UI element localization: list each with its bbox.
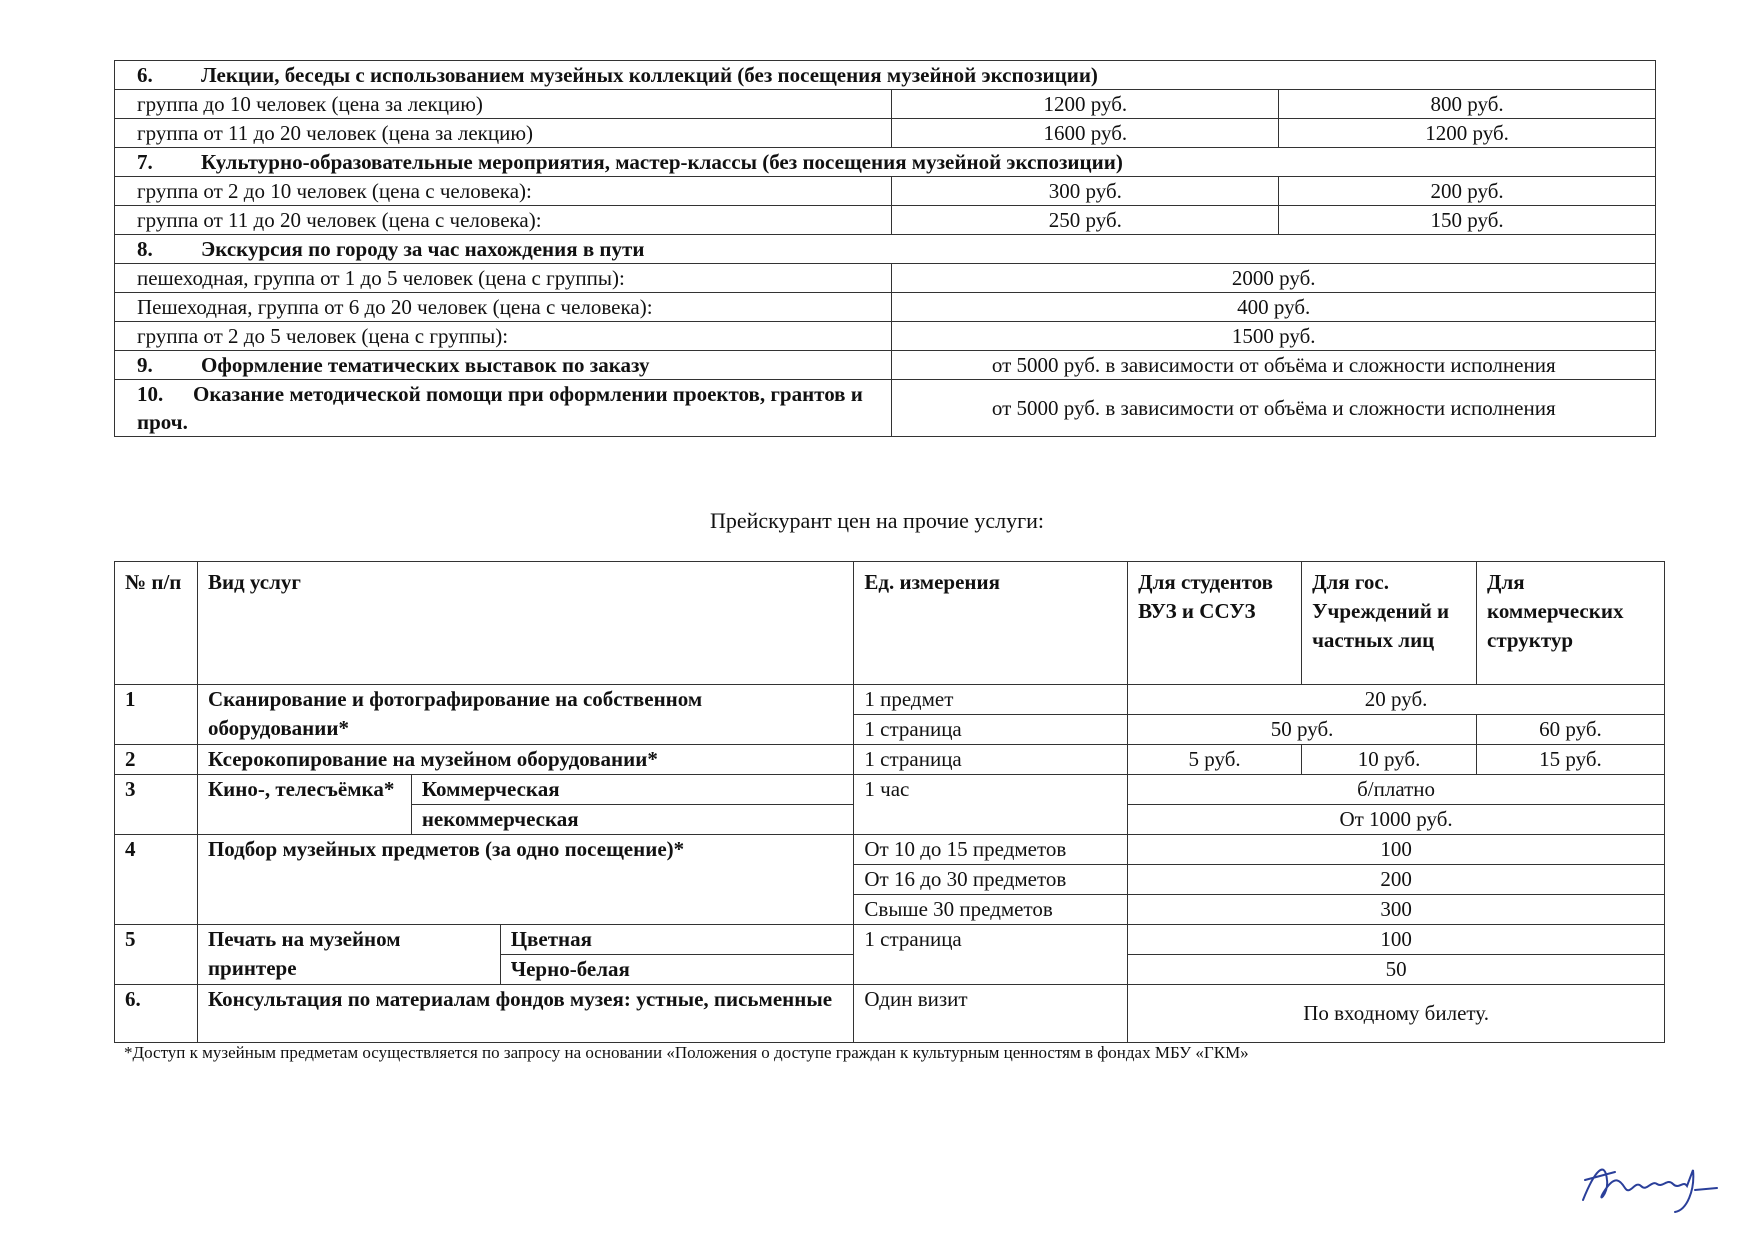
price-cell: 20 руб. (1128, 685, 1665, 715)
header-commercial: Для коммерческих структур (1477, 562, 1665, 685)
table-row (115, 119, 1656, 148)
unit-cell: От 10 до 15 предметов (854, 835, 1128, 865)
table-row (115, 61, 1656, 90)
header-students: Для студентов ВУЗ и ССУЗ (1128, 562, 1302, 685)
sub-type: Цветная (500, 925, 854, 955)
row-label: группа от 11 до 20 человек (цена за лекцию) (115, 119, 892, 148)
section-number: 9. (137, 353, 153, 377)
signature (1575, 1150, 1725, 1220)
row-num: 3 (115, 775, 198, 835)
price-cell: 10 руб. (1302, 745, 1477, 775)
sub-type: Черно-белая (500, 955, 854, 985)
section-header (115, 148, 1656, 177)
header-service: Вид услуг (197, 562, 853, 685)
row-num: 5 (115, 925, 198, 985)
service-name: Подбор музейных предметов (за одно посещение)* (197, 835, 853, 925)
price-cell: 300 руб. (892, 177, 1279, 206)
row-num: 1 (115, 685, 198, 745)
section-title: Культурно-образовательные мероприятия, мастер-классы (без посещения музейной экспозиции) (201, 150, 1123, 174)
price-cell: 50 руб. (1128, 715, 1477, 745)
unit-cell: От 16 до 30 предметов (854, 865, 1128, 895)
price-cell: 50 (1128, 955, 1665, 985)
unit-cell: Свыше 30 предметов (854, 895, 1128, 925)
service-name: Кино-, телесъёмка* (197, 775, 411, 835)
table-row (115, 235, 1656, 264)
section-number: 10. (137, 382, 164, 406)
table-row (115, 925, 1665, 955)
table-row (115, 351, 1656, 380)
section-number: 8. (137, 237, 153, 261)
row-num: 6. (115, 985, 198, 1043)
table-row (115, 148, 1656, 177)
price-cell: От 1000 руб. (1128, 805, 1665, 835)
price-cell: 5 руб. (1128, 745, 1302, 775)
price-cell: 200 (1128, 865, 1665, 895)
price-cell: 800 руб. (1279, 90, 1656, 119)
unit-cell: 1 страница (854, 715, 1128, 745)
table-row (115, 322, 1656, 351)
table-row (115, 745, 1665, 775)
price-cell: 1200 руб. (892, 90, 1279, 119)
price-cell: 400 руб. (892, 293, 1656, 322)
price-cell: 100 (1128, 835, 1665, 865)
row-label: группа от 2 до 10 человек (цена с человека): (115, 177, 892, 206)
table-row (115, 293, 1656, 322)
service-name: Ксерокопирование на музейном оборудовании* (197, 745, 853, 775)
section-title: Оказание методической помощи при оформлении проектов, грантов и проч. (137, 382, 863, 434)
table-row (115, 264, 1656, 293)
unit-cell: 1 час (854, 775, 1128, 835)
price-cell: 2000 руб. (892, 264, 1656, 293)
sub-type: некоммерческая (411, 805, 854, 835)
section-header (115, 235, 1656, 264)
service-name: Печать на музейном принтере (197, 925, 500, 985)
table-row (115, 985, 1665, 1043)
section-title: Экскурсия по городу за час нахождения в пути (201, 237, 645, 261)
row-num: 2 (115, 745, 198, 775)
header-num: № п/п (115, 562, 198, 685)
unit-cell: Один визит (854, 985, 1128, 1043)
section-number: 7. (137, 150, 153, 174)
footnote: *Доступ к музейным предметам осуществляется по запросу на основании «Положения о доступе граждан к культурным ценностям в фондах МБУ «ГКМ» (124, 1043, 1249, 1062)
price-cell: 60 руб. (1477, 715, 1665, 745)
row-label: Пешеходная, группа от 6 до 20 человек (цена с человека): (115, 293, 892, 322)
row-num: 4 (115, 835, 198, 925)
section-header (115, 380, 892, 437)
section-header (115, 61, 1656, 90)
price-cell: от 5000 руб. в зависимости от объёма и сложности исполнения (892, 351, 1656, 380)
table-caption: Прейскурант цен на прочие услуги: (709, 508, 1045, 533)
row-label: группа до 10 человек (цена за лекцию) (115, 90, 892, 119)
price-cell: 15 руб. (1477, 745, 1665, 775)
section-title: Лекции, беседы с использованием музейных коллекций (без посещения музейной экспозиции) (201, 63, 1098, 87)
header-unit: Ед. измерения (854, 562, 1128, 685)
row-label: группа от 11 до 20 человек (цена с человека): (115, 206, 892, 235)
price-cell: 100 (1128, 925, 1665, 955)
table-row (115, 177, 1656, 206)
unit-cell: 1 страница (854, 745, 1128, 775)
price-cell: 1600 руб. (892, 119, 1279, 148)
price-cell: По входному билету. (1128, 985, 1665, 1043)
price-table-other-services (114, 561, 1665, 1043)
row-label: пешеходная, группа от 1 до 5 человек (цена с группы): (115, 264, 892, 293)
price-cell: 1200 руб. (1279, 119, 1656, 148)
table-row (115, 685, 1665, 715)
sub-type: Коммерческая (411, 775, 854, 805)
price-table-services (114, 60, 1656, 437)
header-row (115, 562, 1665, 685)
table-row (115, 775, 1665, 805)
unit-cell: 1 предмет (854, 685, 1128, 715)
price-cell: 1500 руб. (892, 322, 1656, 351)
price-cell: б/платно (1128, 775, 1665, 805)
table-row (115, 380, 1656, 437)
unit-cell: 1 страница (854, 925, 1128, 985)
table-row (115, 835, 1665, 865)
table-row (115, 90, 1656, 119)
price-cell: 300 (1128, 895, 1665, 925)
section-number: 6. (137, 63, 153, 87)
price-cell: от 5000 руб. в зависимости от объёма и сложности исполнения (892, 380, 1656, 437)
price-cell: 250 руб. (892, 206, 1279, 235)
section-title: Оформление тематических выставок по заказу (201, 353, 650, 377)
header-state: Для гос. Учреждений и частных лиц (1302, 562, 1477, 685)
service-name: Консультация по материалам фондов музея: устные, письменные (197, 985, 853, 1043)
section-header (115, 351, 892, 380)
row-label: группа от 2 до 5 человек (цена с группы): (115, 322, 892, 351)
table-row (115, 206, 1656, 235)
price-cell: 150 руб. (1279, 206, 1656, 235)
service-name: Сканирование и фотографирование на собственном оборудовании* (197, 685, 853, 745)
price-cell: 200 руб. (1279, 177, 1656, 206)
